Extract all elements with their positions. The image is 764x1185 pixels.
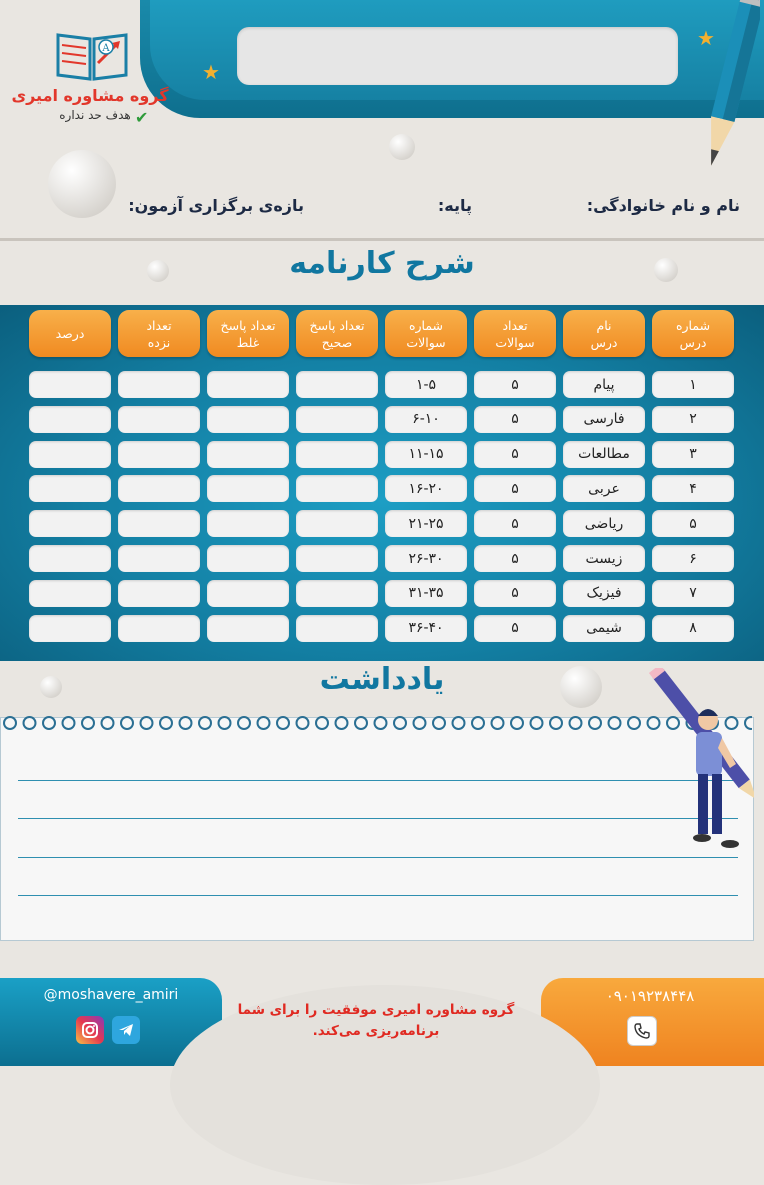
exam-period-label: بازه‌ی برگزاری آزمون: xyxy=(128,196,304,215)
correct-answers-input[interactable] xyxy=(296,545,378,572)
phone-number[interactable]: ۰۹۰۱۹۲۳۸۴۴۸ xyxy=(605,987,695,1005)
star-icon: ★ xyxy=(697,26,715,50)
correct-answers-input[interactable] xyxy=(296,615,378,642)
lesson-name-cell: زیست xyxy=(563,545,645,572)
spiral-ring xyxy=(453,717,465,729)
wrong-answers-input[interactable] xyxy=(207,615,289,642)
spiral-ring xyxy=(199,717,211,729)
wrong-answers-input[interactable] xyxy=(207,580,289,607)
spiral-ring xyxy=(238,717,250,729)
percent-input[interactable] xyxy=(29,371,111,398)
person-with-pencil-illustration xyxy=(632,668,754,863)
spiral-ring xyxy=(121,717,133,729)
correct-answers-input[interactable] xyxy=(296,371,378,398)
grade-label: پایه: xyxy=(437,196,472,215)
note-line xyxy=(18,818,738,819)
question-count-cell: ۵ xyxy=(474,615,556,642)
note-line xyxy=(18,857,738,858)
lesson-name-cell: عربی xyxy=(563,475,645,502)
lesson-name-cell: فارسی xyxy=(563,406,645,433)
wrong-answers-input[interactable] xyxy=(207,545,289,572)
wrong-answers-input[interactable] xyxy=(207,406,289,433)
spiral-ring xyxy=(375,717,387,729)
spiral-ring xyxy=(472,717,484,729)
spiral-ring xyxy=(82,717,94,729)
decor-bubble xyxy=(389,134,415,160)
question-count-cell: ۵ xyxy=(474,580,556,607)
report-table xyxy=(0,305,764,661)
telegram-icon[interactable] xyxy=(112,1016,140,1044)
spiral-ring xyxy=(336,717,348,729)
lesson-number-cell: ۳ xyxy=(652,441,734,468)
correct-answers-input[interactable] xyxy=(296,441,378,468)
logo-slogan: هدف حد نداره xyxy=(59,108,131,122)
blank-answers-input[interactable] xyxy=(118,406,200,433)
spiral-ring xyxy=(570,717,582,729)
spiral-ring xyxy=(531,717,543,729)
correct-answers-input[interactable] xyxy=(296,406,378,433)
note-line xyxy=(18,895,738,896)
divider xyxy=(0,238,764,241)
question-range-cell: ۱۶-۲۰ xyxy=(385,475,467,502)
spiral-ring xyxy=(102,717,114,729)
lesson-number-cell: ۵ xyxy=(652,510,734,537)
correct-answers-input[interactable] xyxy=(296,510,378,537)
instagram-icon[interactable] xyxy=(76,1016,104,1044)
question-count-cell: ۵ xyxy=(474,510,556,537)
correct-answers-input[interactable] xyxy=(296,475,378,502)
percent-input[interactable] xyxy=(29,580,111,607)
question-range-cell: ۲۱-۲۵ xyxy=(385,510,467,537)
header-question-range: شماره سوالات xyxy=(385,310,467,357)
footer-slogan: گروه مشاوره امیری موفقیت را برای شما برنامه‌ریزی می‌کند. xyxy=(237,1002,515,1039)
wrong-answers-input[interactable] xyxy=(207,441,289,468)
wrong-answers-input[interactable] xyxy=(207,475,289,502)
question-range-cell: ۱-۵ xyxy=(385,371,467,398)
spiral-ring xyxy=(550,717,562,729)
instagram-handle[interactable]: @moshavere_amiri xyxy=(43,987,179,1003)
question-range-cell: ۳۶-۴۰ xyxy=(385,615,467,642)
spiral-ring xyxy=(297,717,309,729)
report-title: شرح کارنامه xyxy=(289,246,475,281)
pencil-icon xyxy=(700,0,760,175)
logo-title: گروه مشاوره امیری xyxy=(11,86,169,105)
percent-input[interactable] xyxy=(29,441,111,468)
spiral-ring xyxy=(589,717,601,729)
decor-bubble xyxy=(48,150,116,218)
wrong-answers-input[interactable] xyxy=(207,510,289,537)
check-icon: ✔ xyxy=(135,108,149,127)
spiral-ring xyxy=(63,717,75,729)
spiral-ring xyxy=(24,717,36,729)
blank-answers-input[interactable] xyxy=(118,441,200,468)
wrong-answers-input[interactable] xyxy=(207,371,289,398)
spiral-ring xyxy=(258,717,270,729)
header-correct-answers: تعداد پاسخ صحیح xyxy=(296,310,378,357)
spiral-ring xyxy=(141,717,153,729)
spiral-ring xyxy=(43,717,55,729)
header-question-count: تعداد سوالات xyxy=(474,310,556,357)
spiral-ring xyxy=(160,717,172,729)
percent-input[interactable] xyxy=(29,510,111,537)
percent-input[interactable] xyxy=(29,475,111,502)
lesson-name-cell: شیمی xyxy=(563,615,645,642)
lesson-number-cell: ۷ xyxy=(652,580,734,607)
lesson-number-cell: ۶ xyxy=(652,545,734,572)
spiral-ring xyxy=(394,717,406,729)
spiral-ring xyxy=(511,717,523,729)
note-line xyxy=(18,780,738,781)
blank-answers-input[interactable] xyxy=(118,545,200,572)
lesson-number-cell: ۸ xyxy=(652,615,734,642)
lesson-name-cell: پیام xyxy=(563,371,645,398)
lesson-number-cell: ۲ xyxy=(652,406,734,433)
blank-answers-input[interactable] xyxy=(118,475,200,502)
percent-input[interactable] xyxy=(29,406,111,433)
lesson-name-cell: مطالعات xyxy=(563,441,645,468)
lesson-number-cell: ۴ xyxy=(652,475,734,502)
question-count-cell: ۵ xyxy=(474,441,556,468)
question-range-cell: ۲۶-۳۰ xyxy=(385,545,467,572)
question-count-cell: ۵ xyxy=(474,371,556,398)
star-icon: ★ xyxy=(202,60,220,84)
header-lesson-name: نام درس xyxy=(563,310,645,357)
spiral-ring xyxy=(277,717,289,729)
question-count-cell: ۵ xyxy=(474,406,556,433)
blank-answers-input[interactable] xyxy=(118,580,200,607)
blank-answers-input[interactable] xyxy=(118,510,200,537)
spiral-ring xyxy=(4,717,16,729)
question-count-cell: ۵ xyxy=(474,475,556,502)
lesson-name-cell: فیزیک xyxy=(563,580,645,607)
spiral-ring xyxy=(180,717,192,729)
lesson-name-cell: ریاضی xyxy=(563,510,645,537)
spiral-ring xyxy=(433,717,445,729)
logo-book-icon xyxy=(54,27,130,83)
spiral-ring xyxy=(414,717,426,729)
question-range-cell: ۶-۱۰ xyxy=(385,406,467,433)
correct-answers-input[interactable] xyxy=(296,580,378,607)
spiral-ring xyxy=(219,717,231,729)
blank-answers-input[interactable] xyxy=(118,615,200,642)
notes-title: یادداشت xyxy=(319,662,445,697)
percent-input[interactable] xyxy=(29,615,111,642)
percent-input[interactable] xyxy=(29,545,111,572)
header-wrong-answers: تعداد پاسخ غلط xyxy=(207,310,289,357)
student-name-label: نام و نام خانوادگی: xyxy=(586,196,740,215)
spiral-ring xyxy=(316,717,328,729)
header-lesson-number: شماره درس xyxy=(652,310,734,357)
lesson-number-cell: ۱ xyxy=(652,371,734,398)
header-blank-answers: تعداد نزده xyxy=(118,310,200,357)
phone-icon[interactable] xyxy=(627,1016,657,1046)
header-percent: درصد xyxy=(29,310,111,357)
blank-answers-input[interactable] xyxy=(118,371,200,398)
student-name-box[interactable] xyxy=(237,27,678,85)
logo-book-letter: A xyxy=(102,43,110,54)
question-range-cell: ۱۱-۱۵ xyxy=(385,441,467,468)
spiral-ring xyxy=(492,717,504,729)
question-range-cell: ۳۱-۳۵ xyxy=(385,580,467,607)
spiral-ring xyxy=(609,717,621,729)
spiral-ring xyxy=(355,717,367,729)
question-count-cell: ۵ xyxy=(474,545,556,572)
